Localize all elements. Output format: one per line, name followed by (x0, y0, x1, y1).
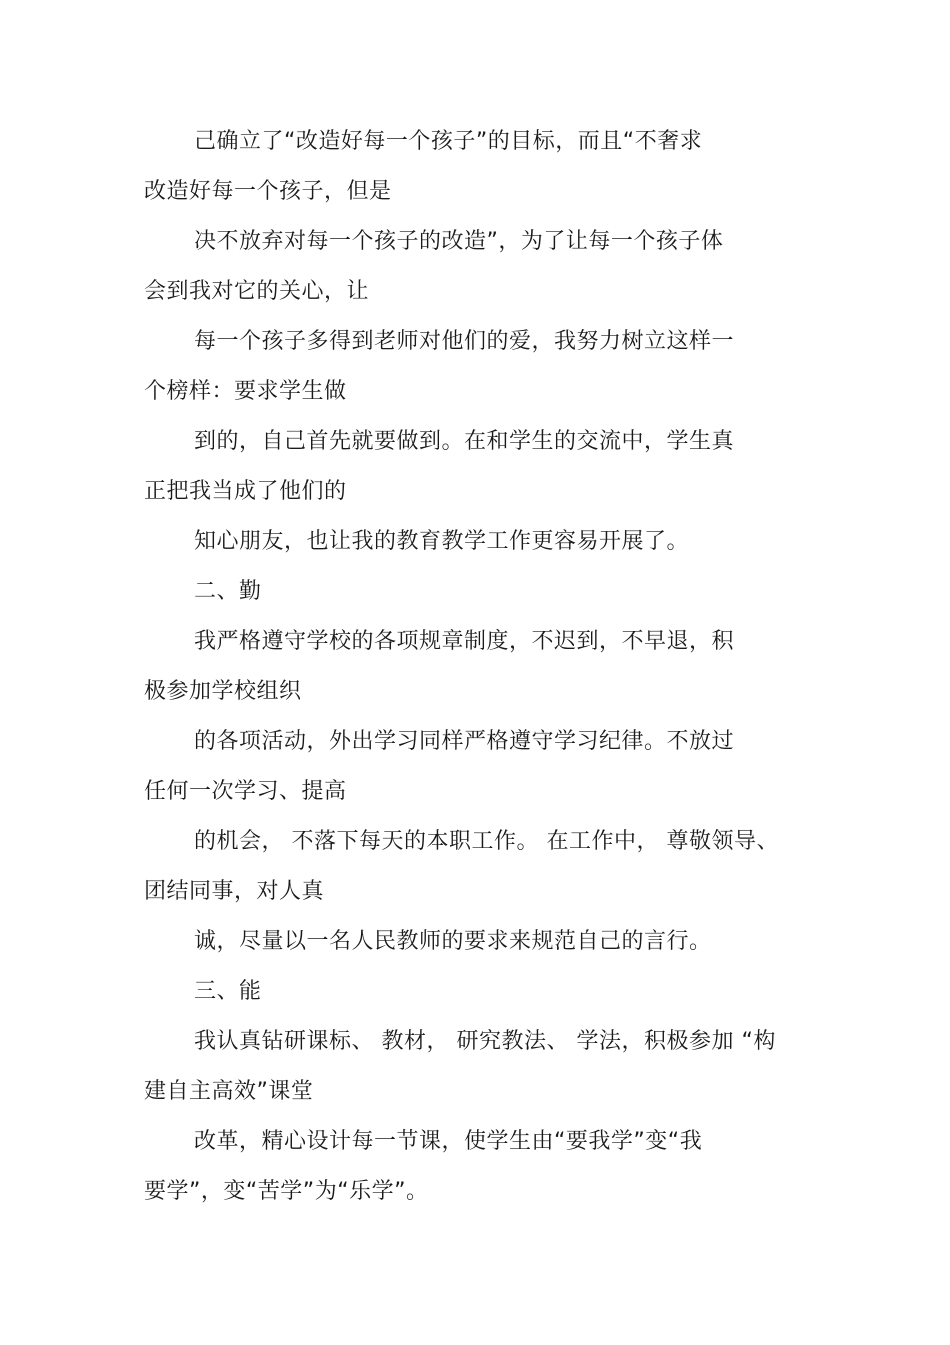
paragraph-line: 任何一次学习、提高 (144, 779, 347, 804)
section-heading-neng: 三、能 (194, 979, 262, 1004)
paragraph-line: 诚，尽量以一名人民教师的要求来规范自己的言行。 (194, 929, 712, 954)
paragraph-line: 改造好每一个孩子，但是 (144, 179, 392, 204)
paragraph-line: 改革，精心设计每一节课，使学生由“要我学”变“我 (194, 1129, 703, 1154)
paragraph-line: 己确立了“改造好每一个孩子”的目标，而且“不奢求 (194, 129, 703, 154)
paragraph-line: 到的，自己首先就要做到。在和学生的交流中，学生真 (194, 429, 735, 454)
paragraph-line: 会到我对它的关心，让 (144, 279, 370, 304)
paragraph-line: 正把我当成了他们的 (144, 479, 347, 504)
paragraph-line: 个榜样：要求学生做 (144, 379, 347, 404)
paragraph-line: 极参加学校组织 (144, 679, 302, 704)
paragraph-line: 要学”，变“苦学”为“乐学”。 (144, 1179, 429, 1204)
paragraph-line: 的机会， 不落下每天的本职工作。 在工作中， 尊敬领导、 (194, 829, 779, 854)
paragraph-line: 的各项活动，外出学习同样严格遵守学习纪律。不放过 (194, 729, 735, 754)
paragraph-line: 我严格遵守学校的各项规章制度，不迟到，不早退，积 (194, 629, 735, 654)
paragraph-line: 建自主高效”课堂 (144, 1079, 314, 1104)
paragraph-line: 每一个孩子多得到老师对他们的爱，我努力树立这样一 (194, 329, 735, 354)
paragraph-line: 知心朋友，也让我的教育教学工作更容易开展了。 (194, 529, 690, 554)
paragraph-line: 我认真钻研课标、 教材， 研究教法、 学法，积极参加 “构 (194, 1029, 776, 1054)
section-heading-qin: 二、勤 (194, 579, 262, 604)
paragraph-line: 团结同事，对人真 (144, 879, 325, 904)
paragraph-line: 决不放弃对每一个孩子的改造”，为了让每一个孩子体 (194, 229, 724, 254)
